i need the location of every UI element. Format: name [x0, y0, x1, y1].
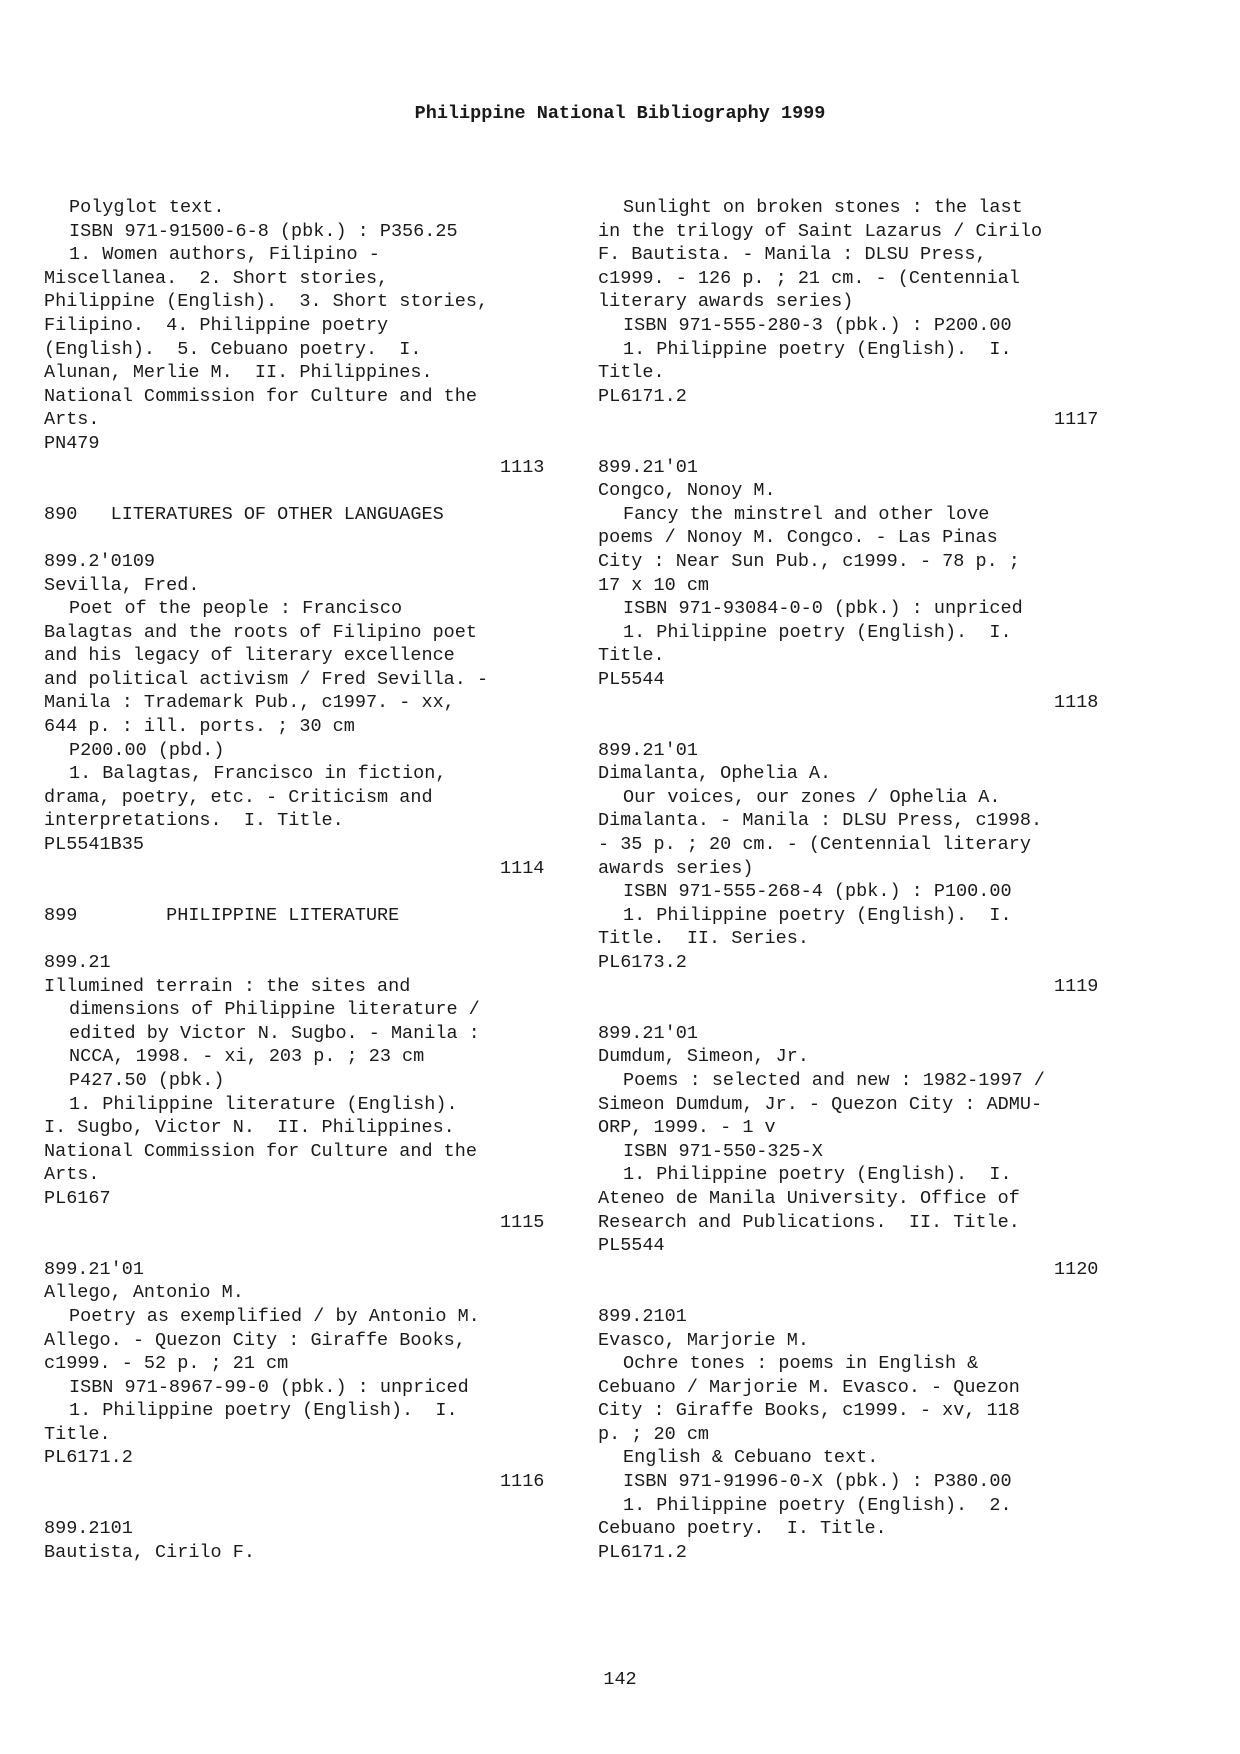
text-line: in the trilogy of Saint Lazarus / Cirilo — [598, 220, 1043, 242]
text-line: Simeon Dumdum, Jr. - Quezon City : ADMU- — [598, 1093, 1043, 1115]
text-line: 1. Women authors, Filipino - — [69, 244, 380, 266]
text-line: Our voices, our zones / Ophelia A. — [623, 786, 1001, 808]
text-line — [44, 1234, 564, 1258]
text-line — [44, 526, 564, 550]
text-line: PL6171.2 — [598, 1541, 687, 1563]
text-line: 1. Philippine poetry (English). I. — [623, 904, 1012, 926]
entry-number: 1117 — [1054, 409, 1099, 431]
text-line — [598, 1281, 1118, 1305]
text-line — [44, 927, 564, 951]
text-line — [598, 715, 1118, 739]
text-line: Manila : Trademark Pub., c1997. - xx, — [44, 692, 455, 714]
text-line: Polyglot text. — [69, 197, 225, 218]
text-line: Alunan, Merlie M. II. Philippines. — [44, 362, 433, 384]
text-line: Research and Publications. II. Title. — [598, 1211, 1020, 1233]
text-line: 899.21'01 — [44, 1258, 144, 1280]
text-line: ISBN 971-550-325-X — [623, 1140, 823, 1162]
text-line: ISBN 971-91996-0-X (pbk.) : P380.00 — [623, 1471, 1012, 1493]
text-line — [598, 998, 1118, 1022]
text-line: Illumined terrain : the sites and — [44, 975, 411, 997]
text-line: ISBN 971-93084-0-0 (pbk.) : unpriced — [623, 598, 1023, 620]
text-line: Poetry as exemplified / by Antonio M. — [69, 1305, 480, 1327]
text-line: and political activism / Fred Sevilla. - — [44, 668, 489, 690]
text-line: P427.50 (pbk.) — [69, 1069, 225, 1091]
entry-number: 1118 — [1054, 692, 1099, 714]
text-line: PL5544 — [598, 1235, 665, 1257]
text-line: Title. — [598, 645, 665, 667]
text-line: Arts. — [44, 1164, 100, 1186]
text-line: 1. Philippine poetry (English). I. — [623, 621, 1012, 643]
text-line — [44, 1494, 564, 1518]
text-line: F. Bautista. - Manila : DLSU Press, — [598, 244, 987, 266]
text-line: edited by Victor N. Sugbo. - Manila : — [69, 1022, 480, 1044]
text-line: 899.21 — [44, 952, 111, 973]
entry-number: 1113 — [500, 456, 545, 478]
text-line: Ateneo de Manila University. Office of — [598, 1187, 1020, 1209]
text-line: 890 LITERATURES OF OTHER LANGUAGES — [44, 503, 444, 525]
text-line: 1. Philippine poetry (English). I. — [623, 1164, 1012, 1186]
text-line: Title. II. Series. — [598, 928, 809, 950]
text-line: Cebuano poetry. I. Title. — [598, 1518, 887, 1540]
text-line — [44, 880, 564, 904]
text-line: 644 p. : ill. ports. ; 30 cm — [44, 716, 355, 738]
text-line: 1. Philippine literature (English). — [69, 1093, 458, 1115]
text-line: ISBN 971-555-280-3 (pbk.) : P200.00 — [623, 314, 1012, 336]
text-line: Miscellanea. 2. Short stories, — [44, 267, 389, 289]
text-line: Title. — [598, 362, 665, 384]
text-line: 899 PHILIPPINE LITERATURE — [44, 904, 400, 926]
text-line: PL6167 — [44, 1187, 111, 1209]
text-line: Poems : selected and new : 1982-1997 / — [623, 1069, 1045, 1091]
entry-number: 1119 — [1054, 975, 1099, 997]
text-line: ISBN 971-91500-6-8 (pbk.) : P356.25 — [69, 220, 458, 242]
text-line: PL6173.2 — [598, 952, 687, 973]
text-line: Bautista, Cirilo F. — [44, 1541, 255, 1563]
entry-number: 1115 — [500, 1211, 545, 1233]
text-line: and his legacy of literary excellence — [44, 645, 455, 667]
text-line: National Commission for Culture and the — [44, 1140, 477, 1162]
text-line: ISBN 971-555-268-4 (pbk.) : P100.00 — [623, 881, 1012, 903]
text-line: P200.00 (pbd.) — [69, 739, 225, 761]
text-line: Ochre tones : poems in English & — [623, 1353, 979, 1375]
text-line: (English). 5. Cebuano poetry. I. — [44, 338, 422, 360]
text-line: 1. Balagtas, Francisco in fiction, — [69, 763, 447, 785]
text-line: PN479 — [44, 432, 100, 454]
text-line: c1999. - 52 p. ; 21 cm — [44, 1353, 289, 1375]
text-line: English & Cebuano text. — [623, 1447, 879, 1469]
text-line: PL5541B35 — [44, 834, 144, 856]
entry-number: 1116 — [500, 1471, 545, 1493]
text-line: NCCA, 1998. - xi, 203 p. ; 23 cm — [69, 1046, 425, 1068]
text-line: 899.2101 — [598, 1305, 687, 1327]
text-line: 1. Philippine poetry (English). I. — [623, 338, 1012, 360]
text-line: drama, poetry, etc. - Criticism and — [44, 786, 433, 808]
text-line: Dimalanta, Ophelia A. — [598, 763, 832, 785]
right-column — [598, 196, 1118, 1564]
text-line: 1. Philippine poetry (English). I. — [69, 1400, 458, 1422]
text-line: ORP, 1999. - 1 v — [598, 1117, 776, 1139]
text-line: I. Sugbo, Victor N. II. Philippines. — [44, 1117, 455, 1139]
text-line: 899.21'01 — [598, 456, 698, 478]
text-line: Arts. — [44, 409, 100, 431]
text-line: - 35 p. ; 20 cm. - (Centennial literary — [598, 834, 1031, 856]
entry-number: 1114 — [500, 857, 545, 879]
text-line: Allego. - Quezon City : Giraffe Books, — [44, 1329, 466, 1351]
text-line: City : Giraffe Books, c1999. - xv, 118 — [598, 1400, 1020, 1422]
text-line: Title. — [44, 1423, 111, 1445]
entry-number: 1120 — [1054, 1258, 1099, 1280]
page-title: Philippine National Bibliography 1999 — [414, 103, 826, 124]
text-line: Fancy the minstrel and other love — [623, 503, 990, 525]
text-line: PL6171.2 — [598, 385, 687, 407]
text-line: Cebuano / Marjorie M. Evasco. - Quezon — [598, 1376, 1020, 1398]
text-line: dimensions of Philippine literature / — [69, 999, 480, 1021]
text-line — [44, 479, 564, 503]
text-line: Evasco, Marjorie M. — [598, 1329, 809, 1351]
text-line: literary awards series) — [598, 291, 854, 313]
text-line: p. ; 20 cm — [598, 1423, 710, 1445]
text-line: 899.21'01 — [598, 739, 698, 761]
text-line: City : Near Sun Pub., c1999. - 78 p. ; — [598, 550, 1020, 572]
text-line: c1999. - 126 p. ; 21 cm. - (Centennial — [598, 267, 1020, 289]
text-line: Allego, Antonio M. — [44, 1282, 244, 1304]
page-number: 142 — [603, 1669, 637, 1690]
text-line: Philippine (English). 3. Short stories, — [44, 291, 489, 313]
text-line: Dimalanta. - Manila : DLSU Press, c1998. — [598, 810, 1043, 832]
text-line: 1. Philippine poetry (English). 2. — [623, 1494, 1012, 1516]
text-line: National Commission for Culture and the — [44, 385, 477, 407]
text-line: Balagtas and the roots of Filipino poet — [44, 621, 477, 643]
text-line: awards series) — [598, 857, 754, 879]
text-line: 17 x 10 cm — [598, 574, 710, 596]
text-line: poems / Nonoy M. Congco. - Las Pinas — [598, 527, 998, 549]
text-line: Congco, Nonoy M. — [598, 480, 776, 502]
text-line: PL6171.2 — [44, 1447, 133, 1469]
text-line: Sunlight on broken stones : the last — [623, 197, 1023, 218]
text-line: Dumdum, Simeon, Jr. — [598, 1046, 809, 1068]
text-line — [598, 432, 1118, 456]
text-line: Filipino. 4. Philippine poetry — [44, 314, 389, 336]
text-line: Poet of the people : Francisco — [69, 598, 403, 620]
text-line: PL5544 — [598, 668, 665, 690]
text-line: interpretations. I. Title. — [44, 810, 344, 832]
text-line: ISBN 971-8967-99-0 (pbk.) : unpriced — [69, 1376, 469, 1398]
text-line: 899.2'0109 — [44, 550, 156, 572]
text-line: 899.2101 — [44, 1518, 133, 1540]
text-line: 899.21'01 — [598, 1022, 698, 1044]
left-column — [44, 196, 564, 1564]
text-line: Sevilla, Fred. — [44, 574, 200, 596]
